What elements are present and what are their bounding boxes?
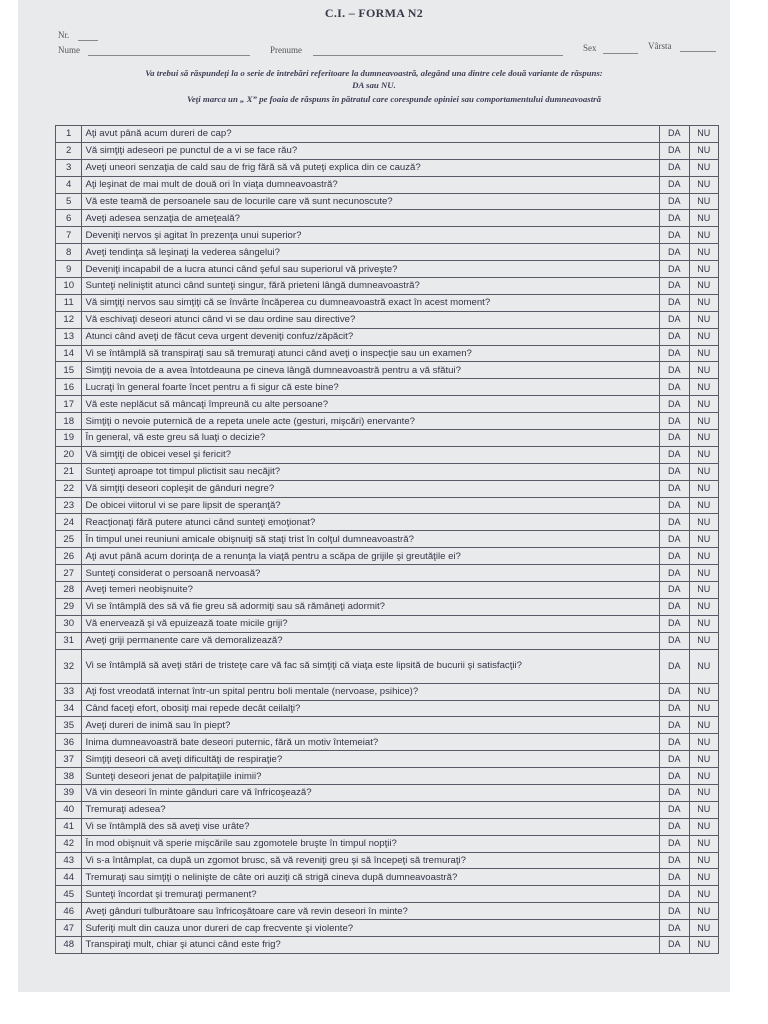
question-number: 47 [56,920,82,937]
question-row [56,869,719,886]
question-row [56,683,719,700]
answer-da-box[interactable]: DA [660,818,689,835]
question-row [56,278,719,295]
question-text: Vi se întâmplă des să aveţi vise urâte? [82,818,660,835]
answer-da-box[interactable]: DA [660,159,689,176]
answer-nu-box[interactable]: NU [689,480,719,497]
question-number: 46 [56,903,82,920]
answer-nu-box[interactable]: NU [689,784,719,801]
answer-nu-box[interactable]: NU [689,768,719,785]
question-number: 32 [56,649,82,683]
answer-da-box[interactable]: DA [660,801,689,818]
question-text: Inima dumneavoastră bate deseori puternic, fără un motiv întemeiat? [82,734,660,751]
question-text: Deveniţi incapabil de a lucra atunci când şeful sau superiorul vă priveşte? [82,261,660,278]
question-row [56,480,719,497]
question-number: 16 [56,379,82,396]
question-number: 5 [56,193,82,210]
question-number: 12 [56,311,82,328]
question-number: 42 [56,835,82,852]
prenume-label: Prenume [270,45,302,55]
question-row [56,430,719,447]
answer-da-box[interactable]: DA [660,210,689,227]
question-number: 10 [56,278,82,295]
question-number: 14 [56,345,82,362]
question-number: 34 [56,700,82,717]
question-number: 31 [56,632,82,649]
question-number: 17 [56,396,82,413]
question-row [56,227,719,244]
answer-nu-box[interactable]: NU [689,362,719,379]
answer-nu-box[interactable]: NU [689,903,719,920]
question-row [56,142,719,159]
answer-nu-box[interactable]: NU [689,801,719,818]
question-number: 38 [56,768,82,785]
question-text: Vă eschivaţi deseori atunci când vi se dau ordine sau directive? [82,311,660,328]
question-number: 24 [56,514,82,531]
answer-da-box[interactable]: DA [660,193,689,210]
answer-nu-box[interactable]: NU [689,311,719,328]
answer-nu-box[interactable]: NU [689,514,719,531]
question-number: 27 [56,565,82,582]
answer-da-box[interactable]: DA [660,362,689,379]
question-number: 15 [56,362,82,379]
question-row [56,193,719,210]
form-title: C.I. – FORMA N2 [324,6,424,20]
question-text: Aveţi tendinţa să leşinaţi la vederea sângelui? [82,244,660,261]
questionnaire-sheet [18,0,730,992]
question-number: 28 [56,582,82,599]
question-number: 41 [56,818,82,835]
answer-da-box[interactable]: DA [660,903,689,920]
answer-nu-box[interactable]: NU [689,632,719,649]
question-text: Sunteţi neliniştit atunci când sunteţi singur, fără prieteni lângă dumneavoastră? [82,278,660,295]
varsta-field[interactable] [680,51,716,52]
answer-nu-box[interactable]: NU [689,598,719,615]
question-row [56,159,719,176]
question-number: 9 [56,261,82,278]
answer-nu-box[interactable]: NU [689,345,719,362]
question-number: 44 [56,869,82,886]
question-number: 36 [56,734,82,751]
answer-da-box[interactable]: DA [660,480,689,497]
question-number: 29 [56,598,82,615]
question-number: 39 [56,784,82,801]
answer-nu-box[interactable]: NU [689,886,719,903]
answer-da-box[interactable]: DA [660,598,689,615]
question-row [56,852,719,869]
question-text: Aveţi temeri neobişnuite? [82,582,660,599]
answer-nu-box[interactable]: NU [689,463,719,480]
answer-da-box[interactable]: DA [660,683,689,700]
answer-da-box[interactable]: DA [660,531,689,548]
question-number: 48 [56,936,82,953]
answer-nu-box[interactable]: NU [689,615,719,632]
question-text: Aţi leşinat de mai mult de două ori în viaţa dumneavoastră? [82,176,660,193]
answer-nu-box[interactable]: NU [689,531,719,548]
question-text: De obicei viitorul vi se pare lipsit de speranţă? [82,497,660,514]
question-number: 13 [56,328,82,345]
question-text: În general, vă este greu să luaţi o decizie? [82,430,660,447]
question-row [56,176,719,193]
answer-da-box[interactable]: DA [660,565,689,582]
answer-da-box[interactable]: DA [660,379,689,396]
answer-nu-box[interactable]: NU [689,294,719,311]
question-text: Simţiţi nevoia de a avea întotdeauna pe cineva lângă dumneavoastră pentru a vă sfătui? [82,362,660,379]
question-row [56,886,719,903]
question-row [56,463,719,480]
question-text: Când faceţi efort, obosiţi mai repede decât ceilalţi? [82,700,660,717]
question-number: 3 [56,159,82,176]
question-number: 22 [56,480,82,497]
answer-nu-box[interactable]: NU [689,176,719,193]
question-text: Transpiraţi mult, chiar şi atunci când este frig? [82,936,660,953]
question-row [56,210,719,227]
answer-nu-box[interactable]: NU [689,852,719,869]
nr-label: Nr. [58,30,70,40]
question-text: Vi se întâmplă să transpiraţi sau să tremuraţi atunci când aveţi o inspecţie sau un examen? [82,345,660,362]
nr-field[interactable] [78,40,98,41]
question-number: 1 [56,126,82,143]
question-text: Sunteţi deseori jenat de palpitaţiile inimii? [82,768,660,785]
answer-nu-box[interactable]: NU [689,734,719,751]
question-number: 25 [56,531,82,548]
answer-da-box[interactable]: DA [660,497,689,514]
question-text: Deveniţi nervos şi agitat în prezenţa unui superior? [82,227,660,244]
sex-field[interactable] [603,53,638,54]
answer-nu-box[interactable]: NU [689,869,719,886]
nume-field[interactable] [88,55,250,56]
answer-nu-box[interactable]: NU [689,261,719,278]
question-row [56,497,719,514]
question-row [56,328,719,345]
answer-da-box[interactable]: DA [660,244,689,261]
question-row [56,920,719,937]
question-row [56,126,719,143]
answer-da-box[interactable]: DA [660,886,689,903]
prenume-field[interactable] [313,55,563,56]
question-text: Vă simţiţi deseori copleşit de gânduri negre? [82,480,660,497]
question-text: Aveţi uneori senzaţia de cald sau de frig fără să vă puteţi explica din ce cauză? [82,159,660,176]
question-row [56,582,719,599]
answer-nu-box[interactable]: NU [689,751,719,768]
answer-da-box[interactable]: DA [660,311,689,328]
question-text: Vă simţiţi adeseori pe punctul de a vi se face rău? [82,142,660,159]
question-row [56,311,719,328]
answer-nu-box[interactable]: NU [689,497,719,514]
question-row [56,413,719,430]
question-row [56,700,719,717]
question-row [56,615,719,632]
answer-nu-box[interactable]: NU [689,649,719,683]
instruction-line-2: DA sau NU. [352,80,396,90]
question-number: 7 [56,227,82,244]
answer-da-box[interactable]: DA [660,700,689,717]
answer-nu-box[interactable]: NU [689,835,719,852]
answer-da-box[interactable]: DA [660,142,689,159]
answer-da-box[interactable]: DA [660,835,689,852]
question-row [56,818,719,835]
question-row [56,379,719,396]
answer-da-box[interactable]: DA [660,615,689,632]
question-text: Aveţi dureri de inimă sau în piept? [82,717,660,734]
question-row [56,565,719,582]
question-text: Atunci când aveţi de făcut ceva urgent deveniţi confuz/zăpăcit? [82,328,660,345]
question-text: Aveţi gânduri tulburătoare sau înfricoşătoare care vă revin deseori în minte? [82,903,660,920]
answer-da-box[interactable]: DA [660,345,689,362]
answer-nu-box[interactable]: NU [689,193,719,210]
answer-nu-box[interactable]: NU [689,717,719,734]
question-row [56,768,719,785]
question-text: În mod obişnuit vă sperie mişcările sau zgomotele bruşte în timpul nopţii? [82,835,660,852]
answer-da-box[interactable]: DA [660,751,689,768]
answer-da-box[interactable]: DA [660,413,689,430]
answer-da-box[interactable]: DA [660,328,689,345]
answer-nu-box[interactable]: NU [689,244,719,261]
question-text: Tremuraţi sau simţiţi o nelinişte de câte ori auziţi că strigă cineva după dumneavoastră? [82,869,660,886]
sex-label: Sex [583,43,597,53]
answer-nu-box[interactable]: NU [689,142,719,159]
question-text: Aţi fost vreodată internat într-un spital pentru boli mentale (nervoase, psihice)? [82,683,660,700]
question-row [56,261,719,278]
question-text: Tremuraţi adesea? [82,801,660,818]
question-row [56,531,719,548]
answer-da-box[interactable]: DA [660,869,689,886]
answer-da-box[interactable]: DA [660,582,689,599]
question-number: 43 [56,852,82,869]
question-number: 20 [56,446,82,463]
question-row [56,649,719,683]
answer-nu-box[interactable]: NU [689,126,719,143]
question-text: Sunteţi încordat şi tremuraţi permanent? [82,886,660,903]
question-text: Vă simţiţi nervos sau simţiţi că se învârte încăperea cu dumneavoastră exact în acest moment? [82,294,660,311]
answer-da-box[interactable]: DA [660,176,689,193]
question-row [56,936,719,953]
question-row [56,514,719,531]
question-row [56,903,719,920]
varsta-label: Vârsta [648,41,672,51]
question-text: Aţi avut până acum dorinţa de a renunţa la viaţă pentru a scăpa de grijile şi greutăţile ei? [82,548,660,565]
answer-da-box[interactable]: DA [660,936,689,953]
answer-nu-box[interactable]: NU [689,700,719,717]
answer-da-box[interactable]: DA [660,463,689,480]
answer-nu-box[interactable]: NU [689,379,719,396]
question-number: 11 [56,294,82,311]
answer-da-box[interactable]: DA [660,920,689,937]
answer-nu-box[interactable]: NU [689,430,719,447]
answer-nu-box[interactable]: NU [689,328,719,345]
question-row [56,835,719,852]
answer-nu-box[interactable]: NU [689,818,719,835]
question-row [56,717,719,734]
question-text: Vă enervează şi vă epuizează toate micile griji? [82,615,660,632]
question-number: 8 [56,244,82,261]
question-number: 37 [56,751,82,768]
answer-nu-box[interactable]: NU [689,278,719,295]
question-text: Sunteţi aproape tot timpul plictisit sau necăjit? [82,463,660,480]
answer-da-box[interactable]: DA [660,294,689,311]
question-text: Vă este neplăcut să mâncaţi împreună cu alte persoane? [82,396,660,413]
answer-nu-box[interactable]: NU [689,920,719,937]
answer-nu-box[interactable]: NU [689,227,719,244]
answer-da-box[interactable]: DA [660,514,689,531]
question-text: Vă este teamă de persoanele sau de locurile care vă sunt necunoscute? [82,193,660,210]
answer-nu-box[interactable]: NU [689,565,719,582]
questions-table [55,125,719,954]
instruction-line-1: Va trebui să răspundeţi la o serie de întrebări referitoare la dumneavoastră, alegând una dintre cele două variante de răspuns: [145,68,603,78]
question-text: Aveţi griji permanente care vă demoralizează? [82,632,660,649]
instruction-line-3: Veţi marca un „ X” pe foaia de răspuns în pătratul care corespunde opiniei sau comportamentului dumneavoastră [187,94,601,104]
question-number: 45 [56,886,82,903]
question-number: 26 [56,548,82,565]
answer-da-box[interactable]: DA [660,717,689,734]
question-row [56,244,719,261]
question-number: 40 [56,801,82,818]
question-number: 33 [56,683,82,700]
question-row [56,446,719,463]
answer-nu-box[interactable]: NU [689,582,719,599]
answer-da-box[interactable]: DA [660,126,689,143]
question-text: Lucraţi în general foarte încet pentru a fi sigur că este bine? [82,379,660,396]
question-number: 2 [56,142,82,159]
question-text: Aveţi adesea senzaţia de ameţeală? [82,210,660,227]
question-text: În timpul unei reuniuni amicale obişnuiţi să staţi trist în colţul dumneavoastră? [82,531,660,548]
answer-nu-box[interactable]: NU [689,446,719,463]
answer-da-box[interactable]: DA [660,768,689,785]
answer-da-box[interactable]: DA [660,261,689,278]
question-row [56,801,719,818]
answer-da-box[interactable]: DA [660,396,689,413]
question-text: Sunteţi considerat o persoană nervoasă? [82,565,660,582]
question-number: 30 [56,615,82,632]
answer-nu-box[interactable]: NU [689,548,719,565]
question-text: Vă simţiţi de obicei vesel şi fericit? [82,446,660,463]
question-number: 21 [56,463,82,480]
question-row [56,396,719,413]
answer-da-box[interactable]: DA [660,430,689,447]
question-number: 4 [56,176,82,193]
answer-da-box[interactable]: DA [660,632,689,649]
answer-da-box[interactable]: DA [660,227,689,244]
question-row [56,362,719,379]
question-text: Vi s-a întâmplat, ca după un zgomot brusc, să vă reveniţi greu şi să începeţi să tremuraţi? [82,852,660,869]
nume-label: Nume [58,45,80,55]
question-number: 6 [56,210,82,227]
question-text: Suferiţi mult din cauza unor dureri de cap frecvente şi violente? [82,920,660,937]
question-row [56,751,719,768]
question-row [56,598,719,615]
question-text: Simţiţi deseori că aveţi dificultăţi de respiraţie? [82,751,660,768]
question-number: 18 [56,413,82,430]
question-number: 35 [56,717,82,734]
answer-nu-box[interactable]: NU [689,683,719,700]
answer-nu-box[interactable]: NU [689,210,719,227]
answer-da-box[interactable]: DA [660,446,689,463]
question-row [56,632,719,649]
answer-nu-box[interactable]: NU [689,413,719,430]
question-row [56,345,719,362]
answer-nu-box[interactable]: NU [689,396,719,413]
answer-da-box[interactable]: DA [660,649,689,683]
answer-nu-box[interactable]: NU [689,159,719,176]
question-text: Vi se întâmplă să aveţi stări de tristeţe care vă fac să simţiţi că viaţa este lipsită de bucurii şi satisfacţii? [82,649,660,683]
question-row [56,784,719,801]
question-text: Reacţionaţi fără putere atunci când sunteţi emoţionat? [82,514,660,531]
question-number: 19 [56,430,82,447]
question-text: Simţiţi o nevoie puternică de a repeta unele acte (gesturi, mişcări) enervante? [82,413,660,430]
question-number: 23 [56,497,82,514]
answer-da-box[interactable]: DA [660,548,689,565]
answer-da-box[interactable]: DA [660,734,689,751]
answer-da-box[interactable]: DA [660,278,689,295]
answer-nu-box[interactable]: NU [689,936,719,953]
question-text: Aţi avut până acum dureri de cap? [82,126,660,143]
question-text: Vă vin deseori în minte gânduri care vă înfricoşează? [82,784,660,801]
question-row [56,734,719,751]
question-text: Vi se întâmplă des să vă fie greu să adormiţi sau să rămâneţi adormit? [82,598,660,615]
question-row [56,548,719,565]
answer-da-box[interactable]: DA [660,852,689,869]
question-row [56,294,719,311]
answer-da-box[interactable]: DA [660,784,689,801]
